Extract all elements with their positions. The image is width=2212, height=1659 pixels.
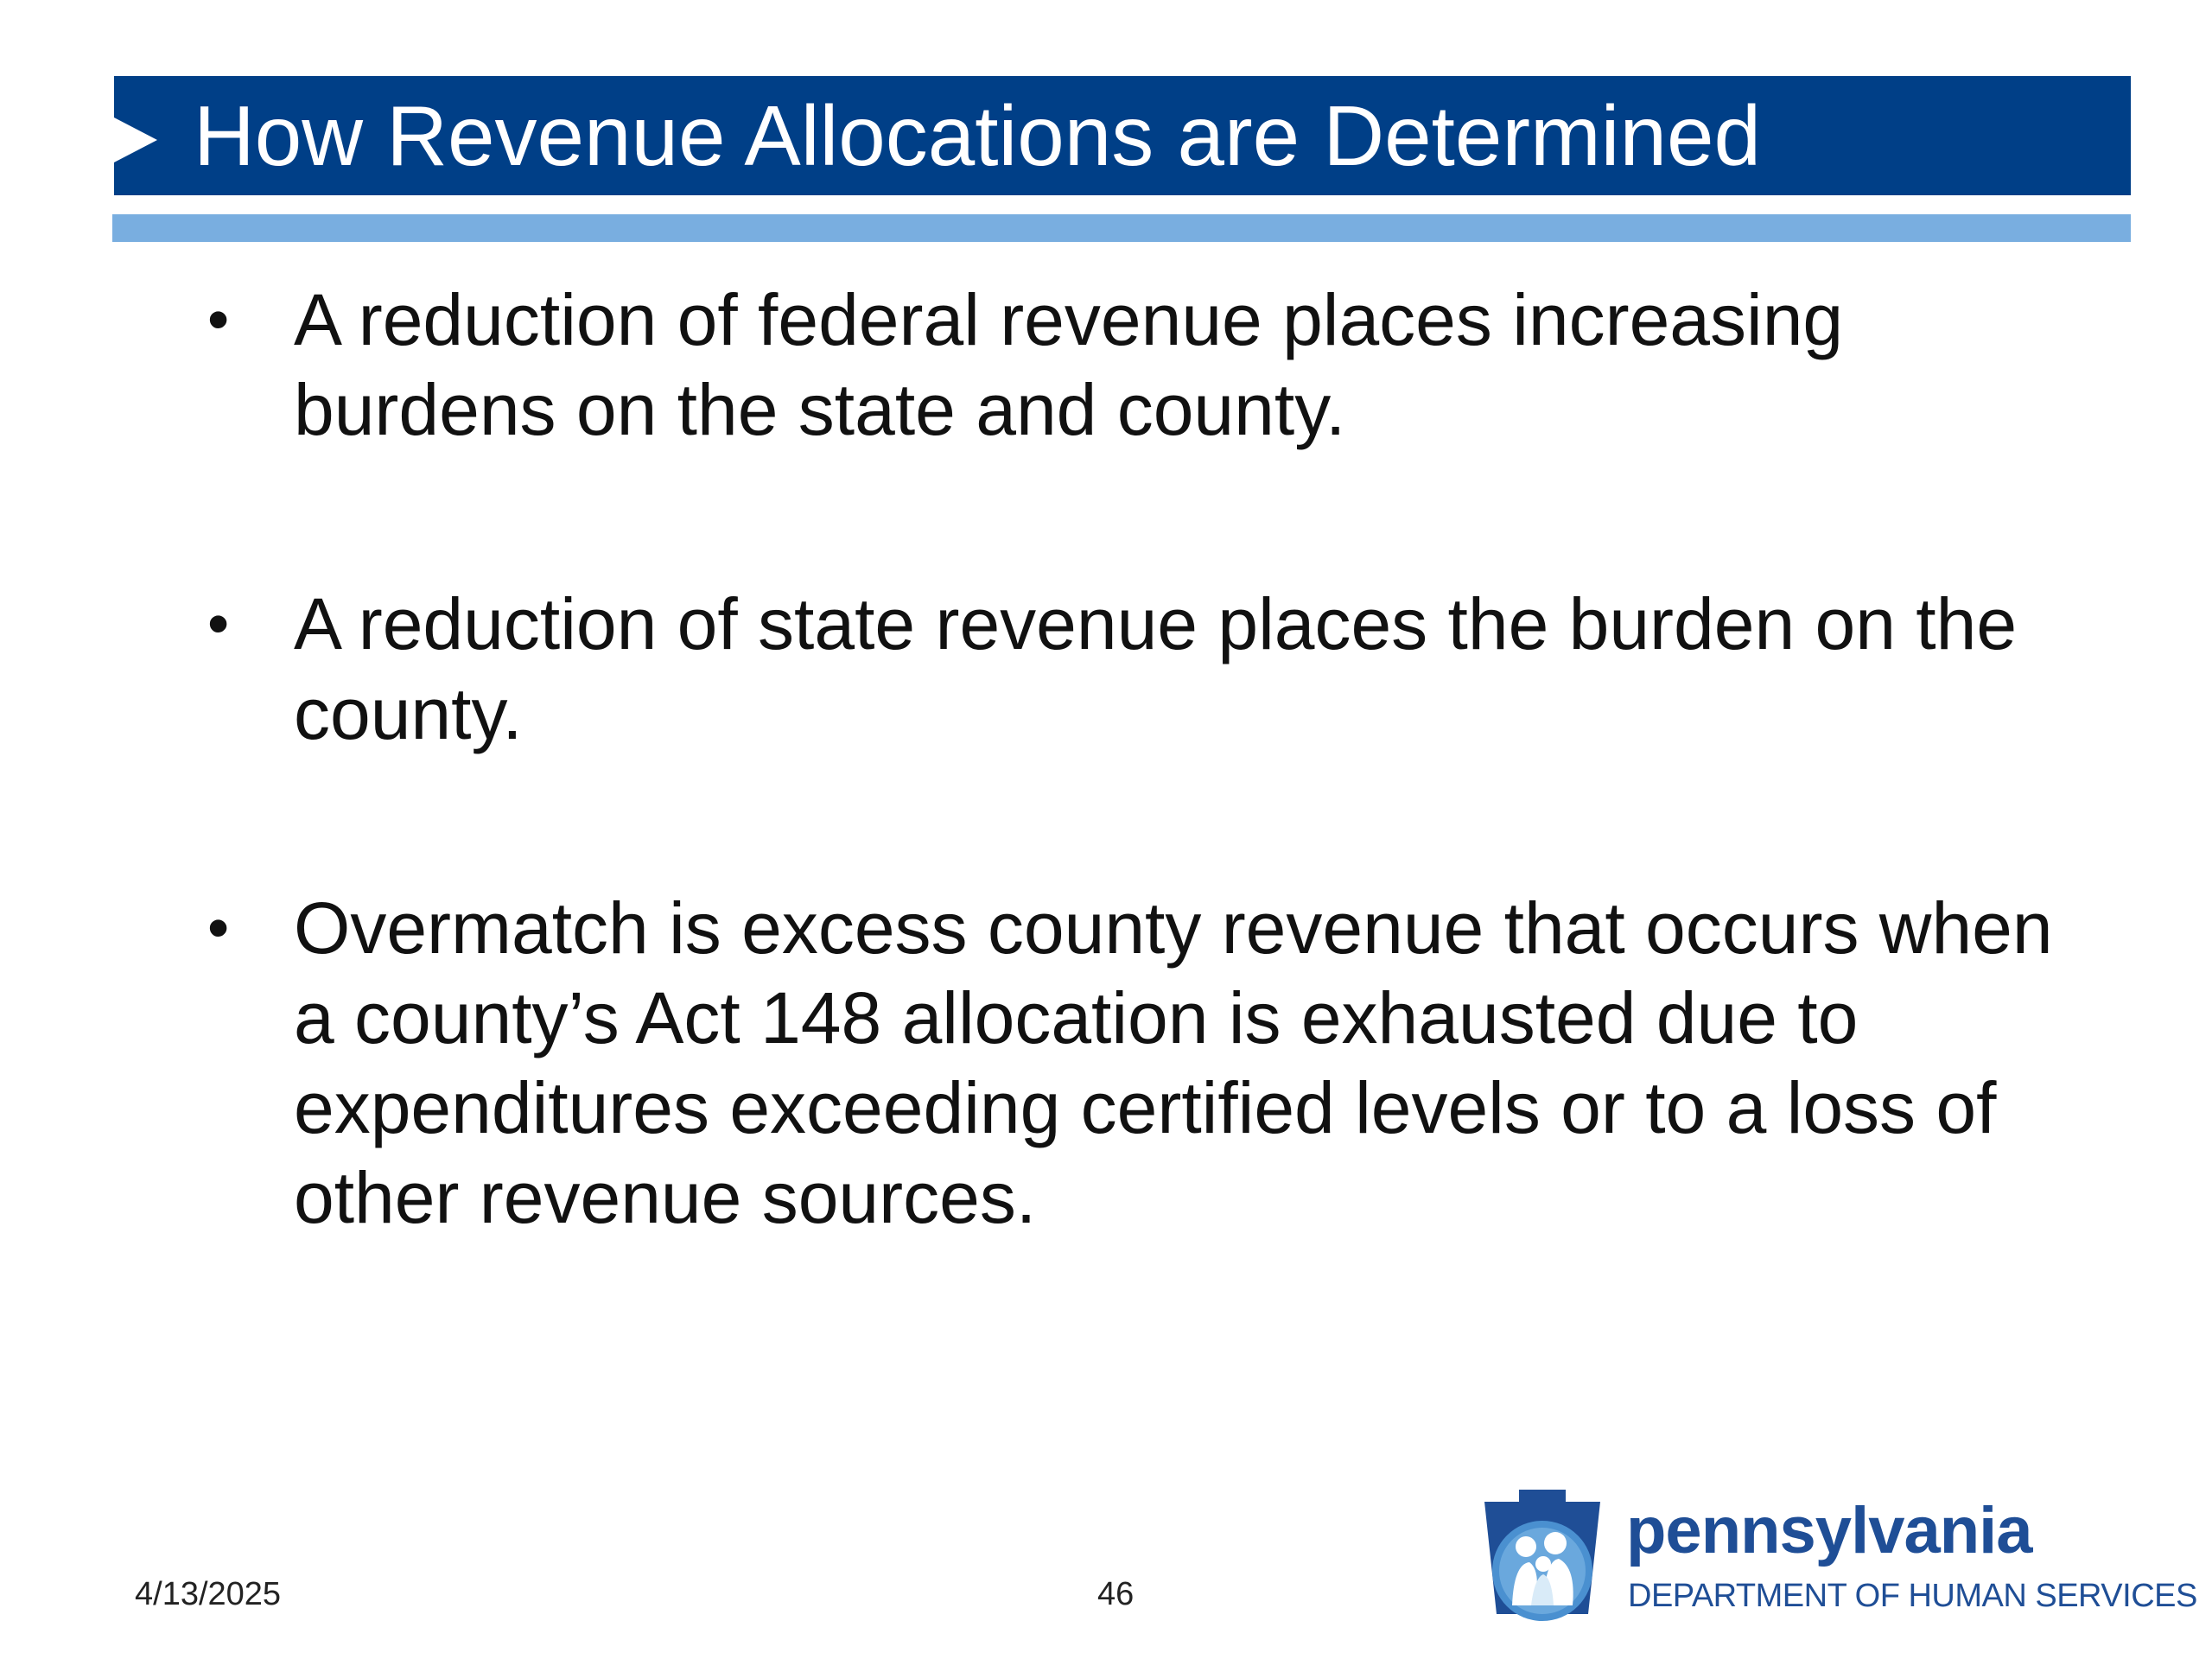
accent-stripe <box>112 214 2131 242</box>
bullet-icon: • <box>207 285 230 354</box>
bullet-item <box>207 883 2065 1243</box>
logo-wordmark: pennsylvania <box>1626 1494 2032 1567</box>
bullet-item <box>207 579 2065 759</box>
bullet-item <box>207 275 2065 454</box>
logo-subtitle: DEPARTMENT OF HUMAN SERVICES <box>1628 1578 2197 1614</box>
arrow-icon <box>114 118 157 162</box>
keystone-family-icon <box>1469 1484 1616 1631</box>
bullet-icon: • <box>207 893 230 963</box>
title-bar <box>114 76 2131 195</box>
bullet-list <box>207 275 2065 1367</box>
bullet-text: A reduction of federal revenue places increasing burdens on the state and county. <box>294 279 1844 450</box>
slide-title: How Revenue Allocations are Determined <box>194 88 1761 183</box>
page-number: 46 <box>1097 1576 1135 1612</box>
bullet-text: Overmatch is excess county revenue that occurs when a county’s Act 148 allocation is exhausted due to expenditures exceeding certified levels or to a loss of other revenue sources. <box>294 887 2053 1238</box>
pa-dhs-logo <box>1469 1484 2197 1631</box>
bullet-icon: • <box>207 589 230 658</box>
footer-date: 4/13/2025 <box>135 1576 282 1612</box>
bullet-text: A reduction of state revenue places the burden on the county. <box>294 583 2018 754</box>
